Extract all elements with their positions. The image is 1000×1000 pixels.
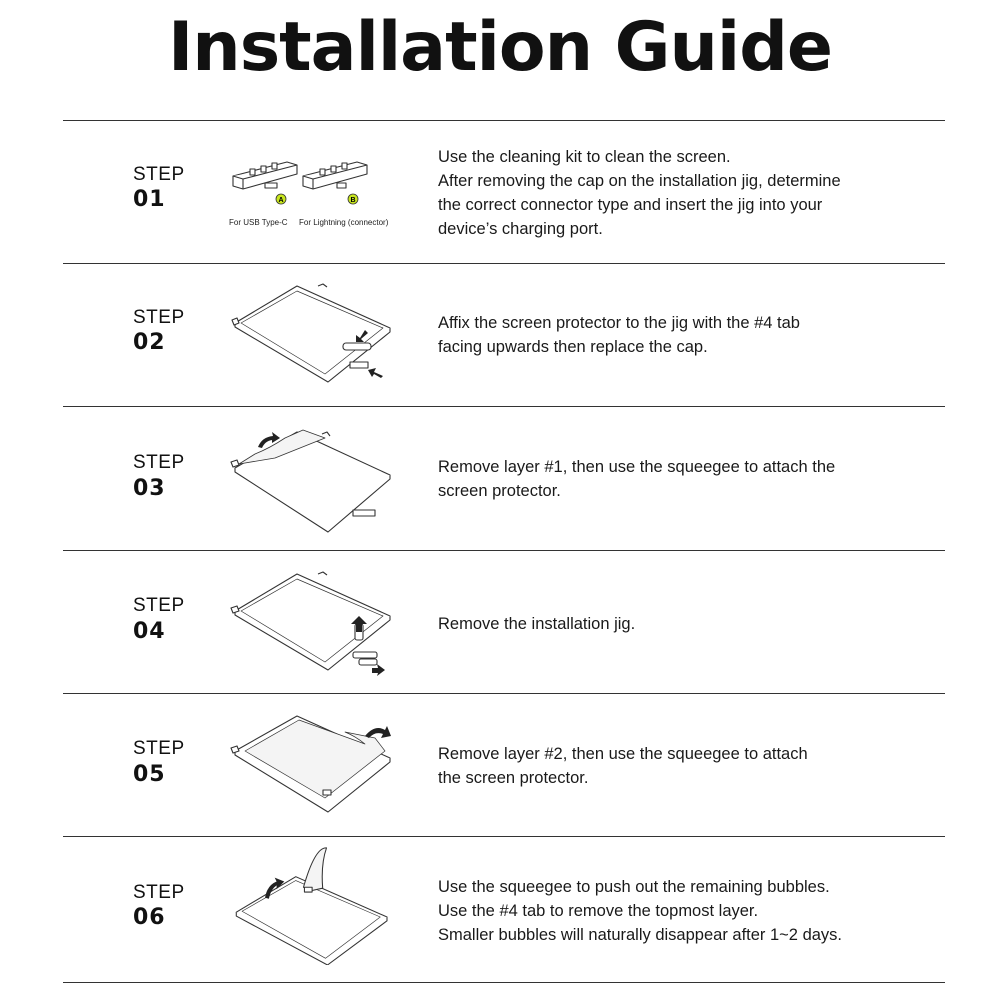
description-line: Use the #4 tab to remove the topmost layer. [438, 902, 759, 920]
peel-layer-2-icon [225, 706, 405, 826]
divider [63, 982, 945, 983]
tablet-illustration [225, 706, 405, 826]
badge-a: A [278, 197, 284, 204]
step-label: STEP [133, 452, 185, 473]
description-line: Use the cleaning kit to clean the screen. [438, 148, 731, 166]
step-description [438, 612, 918, 636]
step-description [438, 455, 918, 503]
description-line: Affix the screen protector to the jig with the #4 tab [438, 314, 800, 332]
divider [63, 406, 945, 407]
tablet-illustration [225, 566, 405, 686]
step-number: 03 [133, 476, 166, 501]
badge-b: B [350, 197, 356, 204]
step-number: 05 [133, 762, 166, 787]
step-number: 02 [133, 330, 166, 355]
jig-a-label: For USB Type-C [229, 218, 288, 227]
description-line: Remove the installation jig. [438, 615, 636, 633]
description-line: screen protector. [438, 482, 561, 500]
remove-top-layer-icon [225, 845, 405, 965]
tablet-illustration [225, 278, 405, 398]
tablet-with-jig-icon [225, 278, 405, 398]
step-label: STEP [133, 307, 185, 328]
description-line: Smaller bubbles will naturally disappear after 1~2 days. [438, 926, 843, 944]
step-number: 06 [133, 905, 166, 930]
remove-jig-icon [225, 566, 405, 686]
description-line: facing upwards then replace the cap. [438, 338, 708, 356]
divider [63, 693, 945, 694]
step-label: STEP [133, 595, 185, 616]
divider [63, 263, 945, 264]
tablet-illustration [225, 845, 405, 965]
step-description [438, 742, 918, 790]
step-label: STEP [133, 164, 185, 185]
divider [63, 836, 945, 837]
description-line: After removing the cap on the installation jig, determine [438, 172, 841, 190]
step-number: 04 [133, 619, 166, 644]
divider [63, 120, 945, 121]
step-description [438, 875, 918, 947]
step-description [438, 145, 918, 241]
divider [63, 550, 945, 551]
description-line: the screen protector. [438, 769, 589, 787]
step-label: STEP [133, 738, 185, 759]
step-description [438, 311, 918, 359]
page-title: Installation Guide [167, 8, 833, 87]
step-number: 01 [133, 187, 166, 212]
description-line: Remove layer #2, then use the squeegee to attach [438, 745, 808, 763]
description-line: Remove layer #1, then use the squeegee to attach the [438, 458, 836, 476]
installation-jig-illustration [225, 148, 400, 233]
peel-layer-icon [225, 420, 405, 540]
jig-b-label: For Lightning (connector) [299, 218, 389, 227]
description-line: Use the squeegee to push out the remaining bubbles. [438, 878, 830, 896]
tablet-illustration [225, 420, 405, 540]
jig-icon [225, 148, 400, 233]
description-line: device’s charging port. [438, 220, 603, 238]
description-line: the correct connector type and insert the jig into your [438, 196, 823, 214]
step-label: STEP [133, 882, 185, 903]
